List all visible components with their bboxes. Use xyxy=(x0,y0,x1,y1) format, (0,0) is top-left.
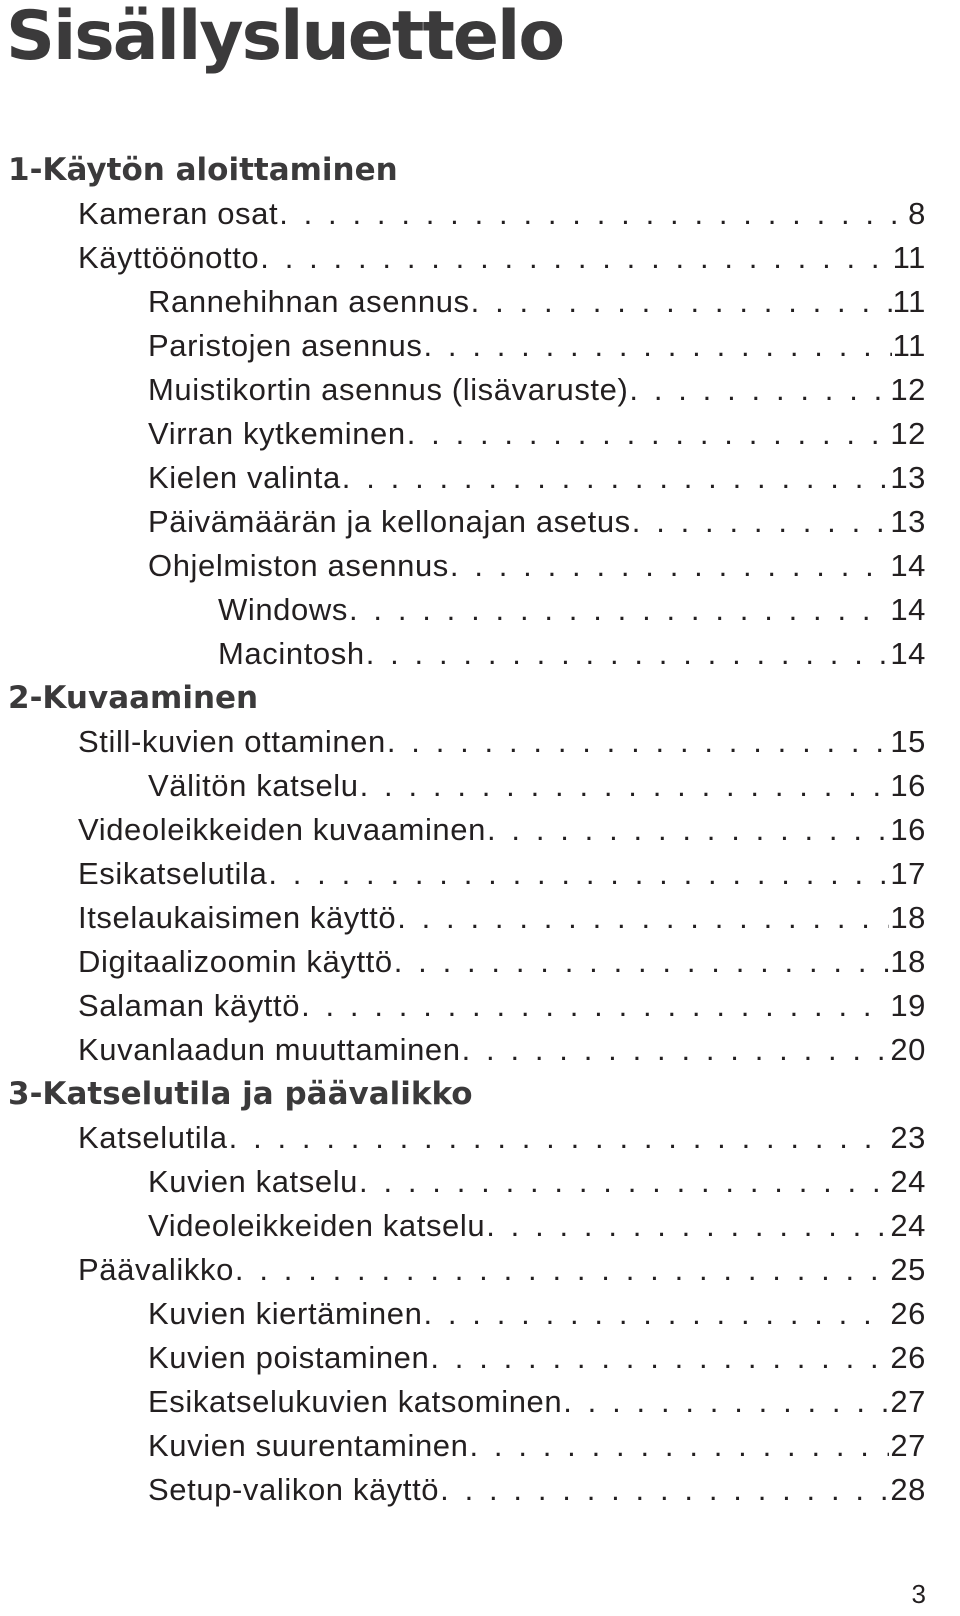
toc-entry-page: 15 xyxy=(890,724,926,759)
toc-entry xyxy=(0,1380,960,1424)
toc-entry-page: 11 xyxy=(892,240,926,275)
toc-entry xyxy=(0,368,960,412)
dot-leader xyxy=(440,1468,889,1512)
toc-entry-page: 16 xyxy=(890,768,926,803)
toc-entry xyxy=(0,192,960,236)
dot-leader xyxy=(629,368,889,412)
section-heading: 3-Katselutila ja päävalikko xyxy=(8,1076,473,1112)
toc-entry-page: 24 xyxy=(890,1164,926,1199)
toc-entry-label: Digitaalizoomin käyttö xyxy=(78,944,393,979)
dot-leader xyxy=(397,896,889,940)
toc-entry-label: Salaman käyttö xyxy=(78,988,301,1023)
dot-leader xyxy=(394,940,890,984)
dot-leader xyxy=(407,412,890,456)
toc-entry-label: Käyttöönotto xyxy=(78,240,260,275)
dot-leader xyxy=(423,1292,889,1336)
toc-entry-page: 24 xyxy=(890,1208,926,1243)
toc-entry-page: 27 xyxy=(890,1384,926,1419)
toc-entry-label: Esikatselukuvien katsominen xyxy=(148,1384,563,1419)
table-of-contents xyxy=(0,148,960,1512)
dot-leader xyxy=(260,236,891,280)
dot-leader xyxy=(349,588,889,632)
toc-entry-page: 8 xyxy=(908,196,926,231)
toc-entry-page: 19 xyxy=(890,988,926,1023)
toc-entry-label: Windows xyxy=(218,592,348,627)
dot-leader xyxy=(469,1424,889,1468)
toc-entry-label: Kuvanlaadun muuttaminen xyxy=(78,1032,461,1067)
dot-leader xyxy=(301,984,889,1028)
toc-entry-label: Rannehihnan asennus xyxy=(148,284,470,319)
dot-leader xyxy=(229,1116,890,1160)
toc-entry-label: Virran kytkeminen xyxy=(148,416,406,451)
toc-entry-label: Macintosh xyxy=(218,636,365,671)
toc-entry xyxy=(0,808,960,852)
toc-entry-label: Katselutila xyxy=(78,1120,228,1155)
toc-entry xyxy=(0,280,960,324)
toc-entry xyxy=(0,632,960,676)
page-number: 3 xyxy=(911,1579,926,1609)
toc-entry-page: 11 xyxy=(892,284,926,319)
page-title: Sisällysluettelo xyxy=(6,0,564,76)
toc-entry-page: 27 xyxy=(890,1428,926,1463)
toc-entry-label: Esikatselutila xyxy=(78,856,268,891)
toc-entry-page: 13 xyxy=(890,460,926,495)
toc-entry-page: 14 xyxy=(890,548,926,583)
dot-leader xyxy=(342,456,890,500)
toc-entry xyxy=(0,1116,960,1160)
dot-leader xyxy=(366,632,890,676)
toc-entry xyxy=(0,1028,960,1072)
toc-entry-label: Kuvien poistaminen xyxy=(148,1340,430,1375)
dot-leader xyxy=(268,852,889,896)
toc-entry xyxy=(0,1204,960,1248)
toc-entry xyxy=(0,1424,960,1468)
toc-entry-label: Kuvien katselu xyxy=(148,1164,359,1199)
section-heading: 2-Kuvaaminen xyxy=(8,680,259,716)
toc-entry xyxy=(0,984,960,1028)
dot-leader xyxy=(359,1160,889,1204)
toc-entry-page: 28 xyxy=(890,1472,926,1507)
toc-entry-label: Kameran osat xyxy=(78,196,279,231)
toc-entry-label: Kielen valinta xyxy=(148,460,341,495)
toc-entry xyxy=(0,544,960,588)
dot-leader xyxy=(423,324,891,368)
dot-leader xyxy=(486,1204,889,1248)
dot-leader xyxy=(471,280,892,324)
dot-leader xyxy=(632,500,890,544)
toc-entry-page: 23 xyxy=(890,1120,926,1155)
toc-entry-page: 26 xyxy=(890,1340,926,1375)
toc-entry-label: Setup-valikon käyttö xyxy=(148,1472,440,1507)
toc-entry xyxy=(0,324,960,368)
toc-entry-label: Kuvien kiertäminen xyxy=(148,1296,423,1331)
toc-entry xyxy=(0,764,960,808)
toc-entry xyxy=(0,940,960,984)
toc-entry xyxy=(0,412,960,456)
dot-leader xyxy=(235,1248,889,1292)
toc-entry-page: 25 xyxy=(890,1252,926,1287)
dot-leader xyxy=(279,192,907,236)
dot-leader xyxy=(387,720,889,764)
toc-entry-page: 16 xyxy=(890,812,926,847)
toc-entry-label: Itselaukaisimen käyttö xyxy=(78,900,397,935)
toc-entry-label: Päivämäärän ja kellonajan asetus xyxy=(148,504,631,539)
toc-entry-page: 14 xyxy=(890,592,926,627)
toc-entry xyxy=(0,500,960,544)
dot-leader xyxy=(430,1336,889,1380)
toc-entry-page: 20 xyxy=(890,1032,926,1067)
toc-entry xyxy=(0,456,960,500)
toc-entry xyxy=(0,896,960,940)
toc-entry-page: 13 xyxy=(890,504,926,539)
toc-entry-page: 12 xyxy=(890,416,926,451)
section-heading: 1-Käytön aloittaminen xyxy=(8,152,398,188)
toc-entry-page: 18 xyxy=(890,900,926,935)
toc-entry-page: 17 xyxy=(890,856,926,891)
toc-entry xyxy=(0,1468,960,1512)
toc-entry xyxy=(0,236,960,280)
toc-entry xyxy=(0,1160,960,1204)
toc-entry-page: 11 xyxy=(892,328,926,363)
dot-leader xyxy=(360,764,890,808)
toc-entry-label: Päävalikko xyxy=(78,1252,234,1287)
toc-entry xyxy=(0,852,960,896)
toc-entry-label: Still-kuvien ottaminen xyxy=(78,724,386,759)
dot-leader xyxy=(487,808,889,852)
toc-entry xyxy=(0,1336,960,1380)
toc-entry-page: 12 xyxy=(890,372,926,407)
toc-entry xyxy=(0,1292,960,1336)
toc-entry-label: Paristojen asennus xyxy=(148,328,423,363)
toc-entry xyxy=(0,720,960,764)
toc-entry-page: 14 xyxy=(890,636,926,671)
toc-entry xyxy=(0,588,960,632)
toc-entry-label: Kuvien suurentaminen xyxy=(148,1428,469,1463)
toc-entry-page: 18 xyxy=(890,944,926,979)
dot-leader xyxy=(450,544,889,588)
toc-entry-page: 26 xyxy=(890,1296,926,1331)
dot-leader xyxy=(563,1380,889,1424)
toc-entry-label: Ohjelmiston asennus xyxy=(148,548,449,583)
toc-entry-label: Videoleikkeiden katselu xyxy=(148,1208,486,1243)
toc-entry-label: Videoleikkeiden kuvaaminen xyxy=(78,812,486,847)
toc-entry xyxy=(0,1248,960,1292)
dot-leader xyxy=(462,1028,890,1072)
toc-entry-label: Muistikortin asennus (lisävaruste) xyxy=(148,372,629,407)
toc-entry-label: Välitön katselu xyxy=(148,768,359,803)
